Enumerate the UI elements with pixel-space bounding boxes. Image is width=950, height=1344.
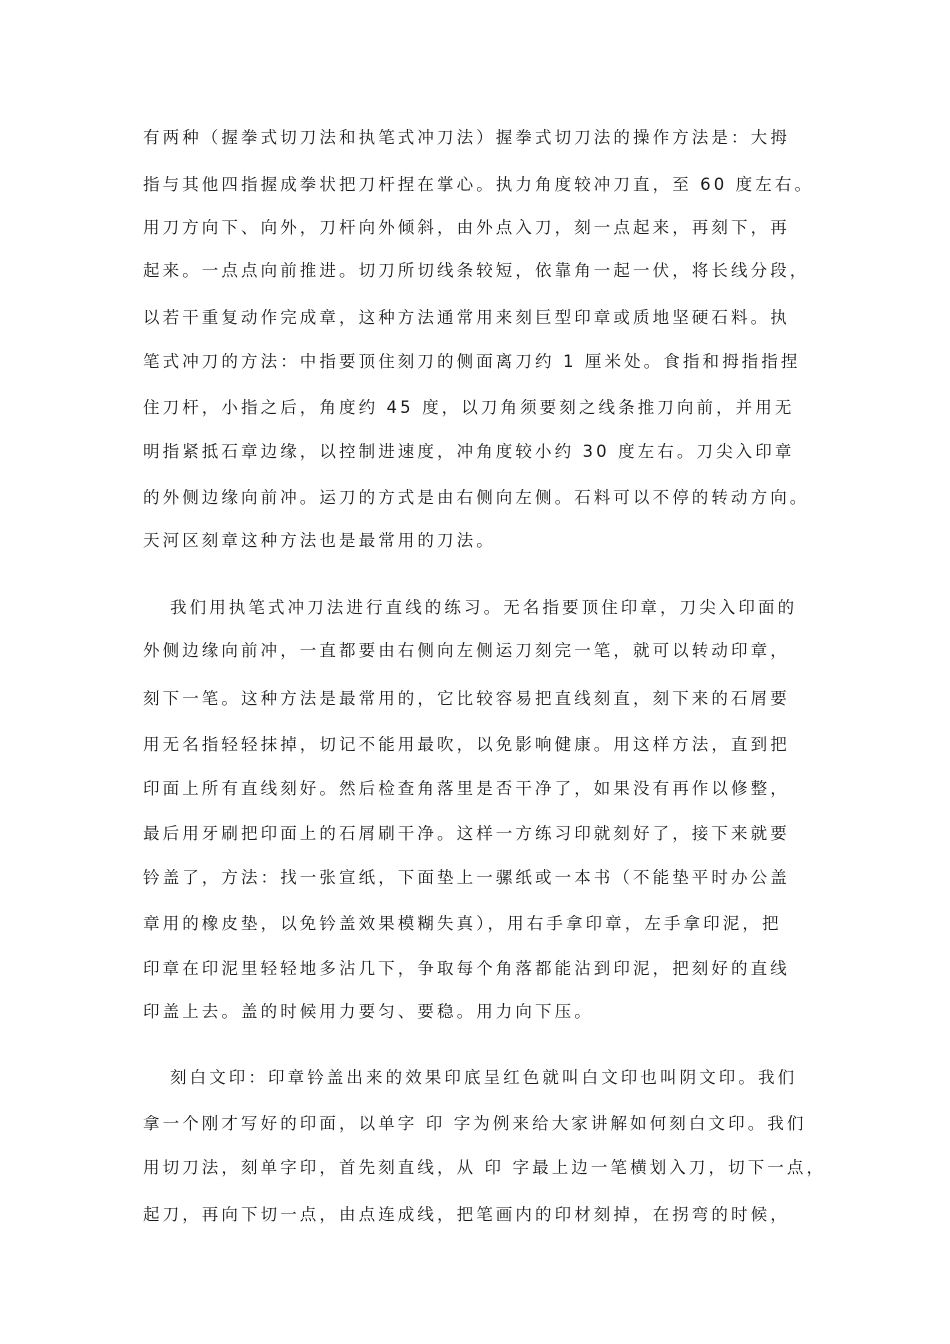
- text-line: 住刀杆，小指之后，角度约 45 度，以刀角须要刻之线条推刀向前，并用无: [143, 398, 795, 417]
- text-line: 用无名指轻轻抹掉，切记不能用最吹，以免影响健康。用这样方法，直到把: [143, 735, 790, 754]
- text-line: 用切刀法，刻单字印，首先刻直线，从 印 字最上边一笔横划入刀，切下一点，: [143, 1158, 827, 1177]
- text-line: 以若干重复动作完成章，这种方法通常用来刻巨型印章或质地坚硬石料。执: [143, 308, 790, 327]
- text-line: 明指紧抵石章边缘，以控制进速度，冲角度较小约 30 度左右。刀尖入印章: [143, 442, 795, 461]
- text-line: 刻白文印：印章钤盖出来的效果印底呈红色就叫白文印也叫阴文印。我们: [170, 1068, 798, 1087]
- text-line: 我们用执笔式冲刀法进行直线的练习。无名指要顶住印章，刀尖入印面的: [170, 598, 798, 617]
- text-line: 天河区刻章这种方法也是最常用的刀法。: [143, 531, 496, 550]
- text-line: 起刀，再向下切一点，由点连成线，把笔画内的印材刻掉，在拐弯的时候，: [143, 1205, 790, 1224]
- text-line: 印盖上去。盖的时候用力要匀、要稳。用力向下压。: [143, 1002, 594, 1021]
- text-line: 章用的橡皮垫，以免钤盖效果模糊失真），用右手拿印章，左手拿印泥，把: [143, 914, 782, 933]
- text-line: 笔式冲刀的方法：中指要顶住刻刀的侧面离刀约 1 厘米处。食指和拇指指捏: [143, 352, 801, 371]
- text-line: 最后用牙刷把印面上的石屑刷干净。这样一方练习印就刻好了，接下来就要: [143, 824, 790, 843]
- text-line: 印章在印泥里轻轻地多沾几下，争取每个角落都能沾到印泥，把刻好的直线: [143, 959, 790, 978]
- text-line: 钤盖了，方法：找一张宣纸，下面垫上一骡纸或一本书（不能垫平时办公盖: [143, 868, 790, 887]
- text-line: 外侧边缘向前冲，一直都要由右侧向左侧运刀刻完一笔，就可以转动印章，: [143, 641, 790, 660]
- text-line: 用刀方向下、向外，刀杆向外倾斜，由外点入刀，刻一点起来，再刻下，再: [143, 218, 790, 237]
- text-line: 刻下一笔。这种方法是最常用的，它比较容易把直线刻直，刻下来的石屑要: [143, 689, 790, 708]
- text-line: 拿一个刚才写好的印面，以单字 印 字为例来给大家讲解如何刻白文印。我们: [143, 1114, 807, 1133]
- text-line: 有两种（握拳式切刀法和执笔式冲刀法）握拳式切刀法的操作方法是：大拇: [143, 128, 790, 147]
- text-line: 的外侧边缘向前冲。运刀的方式是由右侧向左侧。石料可以不停的转动方向。: [143, 488, 810, 507]
- text-line: 起来。一点点向前推进。切刀所切线条较短，依靠角一起一伏，将长线分段，: [143, 261, 810, 280]
- text-line: 印面上所有直线刻好。然后检查角落里是否干净了，如果没有再作以修整，: [143, 779, 790, 798]
- text-line: 指与其他四指握成拳状把刀杆捏在掌心。执力角度较冲刀直，至 60 度左右。: [143, 175, 815, 194]
